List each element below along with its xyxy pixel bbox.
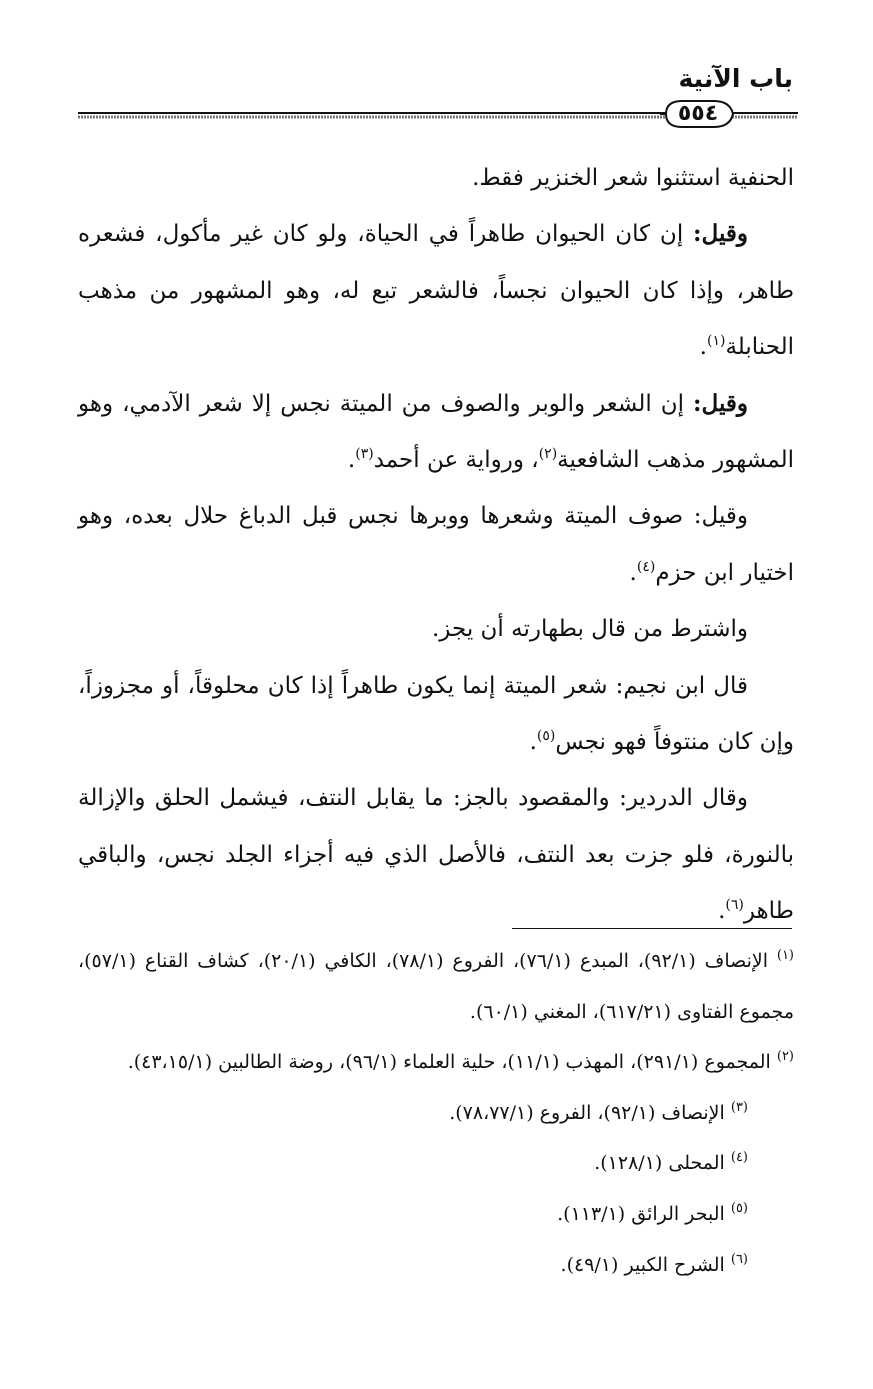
paragraph: وقيل: صوف الميتة وشعرها ووبرها نجس قبل الدباغ حلال بعده، وهو اختيار ابن حزم$^{(٤)}$. — [78, 503, 794, 586]
paragraph: الحنفية استثنوا شعر الخنزير فقط. — [472, 165, 794, 191]
footnote-ref[interactable]: (٢) — [538, 446, 558, 463]
footnote-ref[interactable]: (٤) — [636, 558, 656, 575]
opinion-lead: وقيل: — [693, 389, 748, 417]
footnote-number: (٥) — [730, 1200, 748, 1216]
footnote-number: (١) — [776, 948, 794, 963]
footnote-item: $^{(٢)}$ المجموع (٢٩١/١)، المهذب (١١/١)، حلية العلماء (٩٦/١)، روضة الطالبين (٤٣،١٥/١). — [127, 1049, 794, 1074]
footnote-item: $^{(٥)}$ البحر الرائق (١١٣/١). — [557, 1200, 748, 1225]
footnote-ref[interactable]: (١) — [706, 333, 726, 350]
footnote-number: (٦) — [730, 1251, 748, 1267]
footnote-item: $^{(٤)}$ المحلى (١٢٨/١). — [594, 1150, 748, 1175]
footnote-ref[interactable]: (٣) — [355, 446, 374, 463]
paragraph: وقيل: إن الشعر والوبر والصوف من الميتة نجس إلا شعر الآدمي، وهو المشهور مذهب الشافعية$^{(٢)}$، ورواية عن أحمد$^{(٣)}$. — [78, 389, 794, 474]
footnote-item: $^{(٣)}$ الإنصاف (٩٢/١)، الفروع (٧٨،٧٧/١). — [449, 1099, 748, 1124]
footnote-number: (٣) — [730, 1099, 748, 1115]
footnote-number: (٤) — [730, 1150, 748, 1166]
paragraph: واشترط من قال بطهارته أن يجز. — [431, 616, 748, 643]
footnote-separator — [512, 928, 792, 929]
footnote-item: $^{(٦)}$ الشرح الكبير (٤٩/١). — [560, 1251, 748, 1276]
paragraph: وقال الدردير: والمقصود بالجز: ما يقابل النتف، فيشمل الحلق والإزالة بالنورة، فلو جزت بعد النتف، فالأصل الذي فيه أجزاء الجلد نجس، والباقي طاهر$^{(٦)}$. — [78, 785, 794, 925]
footnote-ref[interactable]: (٦) — [725, 897, 744, 914]
footnote-number: (٢) — [776, 1049, 794, 1065]
page-number: ٥٥٤ — [677, 101, 719, 126]
main-text — [78, 150, 794, 940]
paragraph: وقيل: إن كان الحيوان طاهراً في الحياة، ولو كان غير مأكول، فشعره طاهر، وإذا كان الحيوان نجساً، فالشعر تبع له، وهو المشهور من مذهب الحنابلة$^{(١)}$. — [78, 220, 794, 361]
footnote-ref[interactable]: (٥) — [536, 728, 556, 745]
chapter-title: باب الآنية — [678, 64, 793, 93]
paragraph: قال ابن نجيم: شعر الميتة إنما يكون طاهراً إذا كان محلوقاً، أو مجزوزاً، وإن كان منتوفاً فهو نجس$^{(٥)}$. — [78, 672, 794, 756]
footnotes — [78, 936, 794, 1290]
opinion-lead: وقيل: — [693, 220, 748, 248]
footnote-item: $^{(١)}$ الإنصاف (٩٢/١)، المبدع (٧٦/١)، الفروع (٧٨/١)، الكافي (٢٠/١)، كشاف القناع (٥٧/١)، مجموع الفتاوى (٦١٧/٢١)، المغني (٦٠/١). — [78, 948, 794, 1023]
